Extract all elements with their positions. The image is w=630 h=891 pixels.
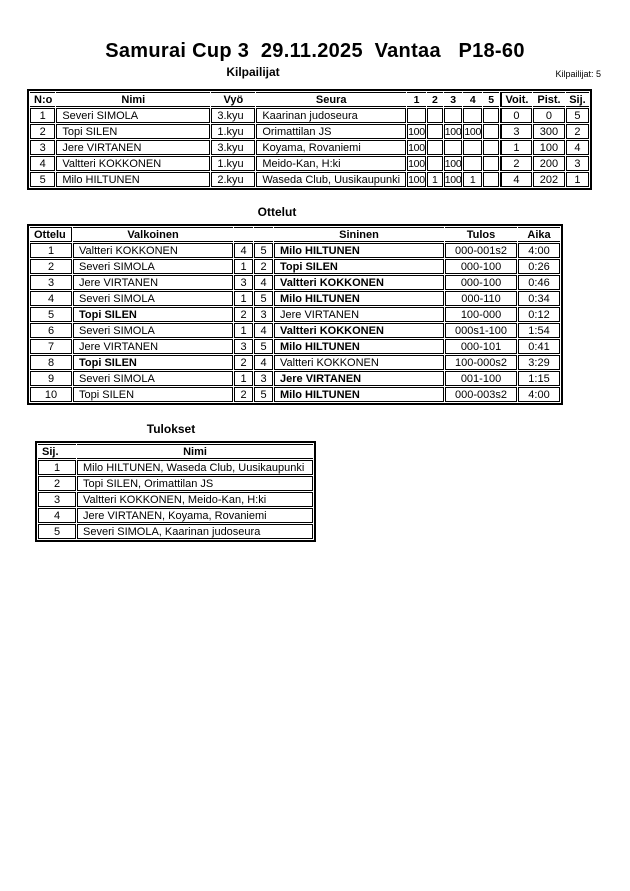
match-point-cell-1: 100 <box>408 125 425 138</box>
score-cell: 000-001s2 <box>445 243 517 258</box>
competitor-club-cell: Kaarinan judoseura <box>256 108 406 123</box>
section-title-kilpailijat: Kilpailijat <box>226 65 280 79</box>
result-row <box>38 524 313 539</box>
white-name-cell: Topi SILEN <box>73 355 233 370</box>
col-header-seura: Seura <box>256 92 406 107</box>
col-header-nimi: Nimi <box>77 444 313 459</box>
competitor-name-cell: Valtteri KOKKONEN <box>56 156 210 171</box>
placement-cell: 4 <box>566 140 589 155</box>
match-point-cell-4: 1 <box>463 172 482 187</box>
col-header-valkoinen: Valkoinen <box>73 227 233 242</box>
blue-competitor-number-cell: 3 <box>254 371 273 386</box>
time-cell: 0:46 <box>518 275 560 290</box>
match-number-cell: 1 <box>30 243 72 258</box>
blue-name-cell: Topi SILEN <box>274 259 444 274</box>
result-row <box>38 492 313 507</box>
competitor-name-cell: Jere VIRTANEN <box>56 140 210 155</box>
match-point-cell-1: 100 <box>408 173 425 186</box>
competitor-count-label: Kilpailijat: 5 <box>555 69 601 79</box>
points-cell: 100 <box>533 140 565 155</box>
white-name-cell: Jere VIRTANEN <box>73 275 233 290</box>
match-row <box>30 307 560 322</box>
blue-competitor-number-cell: 5 <box>254 339 273 354</box>
points-cell: 0 <box>533 108 565 123</box>
match-point-cell-3: 100 <box>444 157 462 170</box>
page-title: Samurai Cup 3 29.11.2025 Vantaa P18-60 <box>105 40 525 62</box>
competitor-row <box>30 108 589 123</box>
score-cell: 000-110 <box>445 291 517 306</box>
match-point-cell-5 <box>483 140 499 155</box>
match-point-cell-2 <box>427 108 443 123</box>
white-competitor-number-cell: 1 <box>234 371 253 386</box>
competitor-number-cell: 4 <box>30 156 55 171</box>
ottelut-table <box>27 224 563 405</box>
match-point-cell-3: 100 <box>444 125 462 138</box>
kilpailijat-table <box>27 89 592 190</box>
white-competitor-number-cell: 3 <box>234 275 253 290</box>
competitor-name-cell: Severi SIMOLA <box>56 108 210 123</box>
match-number-cell: 4 <box>30 291 72 306</box>
white-name-cell: Severi SIMOLA <box>73 291 233 306</box>
score-cell: 000-101 <box>445 339 517 354</box>
points-cell: 200 <box>533 156 565 171</box>
match-point-cell-5 <box>483 124 499 139</box>
match-point-cell-4 <box>463 156 482 171</box>
match-row <box>30 259 560 274</box>
blue-name-cell: Milo HILTUNEN <box>274 387 444 402</box>
result-name-cell: Valtteri KOKKONEN, Meido-Kan, H:ki <box>77 492 313 507</box>
match-point-cell-2 <box>427 140 443 155</box>
col-header-ottelu: Ottelu <box>30 227 72 242</box>
match-row <box>30 323 560 338</box>
match-number-cell: 10 <box>30 387 72 402</box>
score-cell: 001-100 <box>445 371 517 386</box>
blue-competitor-number-cell: 5 <box>254 291 273 306</box>
blue-competitor-number-cell: 3 <box>254 307 273 322</box>
match-number-cell: 6 <box>30 323 72 338</box>
competitor-name-cell: Milo HILTUNEN <box>56 172 210 187</box>
match-row <box>30 339 560 354</box>
blue-competitor-number-cell: 5 <box>254 243 273 258</box>
placement-cell: 5 <box>38 524 76 539</box>
competitor-club-cell: Orimattilan JS <box>256 124 406 139</box>
match-point-cell-4 <box>463 140 482 155</box>
score-cell: 000-100 <box>445 275 517 290</box>
white-name-cell: Severi SIMOLA <box>73 323 233 338</box>
result-name-cell: Topi SILEN, Orimattilan JS <box>77 476 313 491</box>
placement-cell: 2 <box>566 124 589 139</box>
white-competitor-number-cell: 2 <box>234 355 253 370</box>
blue-competitor-number-cell: 2 <box>254 259 273 274</box>
placement-cell: 4 <box>38 508 76 523</box>
section-title-ottelut: Ottelut <box>257 205 297 219</box>
competitor-number-cell: 2 <box>30 124 55 139</box>
col-header-tulos: Tulos <box>445 227 517 242</box>
col-header-nimi: Nimi <box>56 92 210 107</box>
match-point-cell-5 <box>483 108 499 123</box>
match-point-cell-1 <box>407 108 426 123</box>
points-cell: 202 <box>533 172 565 187</box>
placement-cell: 2 <box>38 476 76 491</box>
blue-name-cell: Valtteri KOKKONEN <box>274 275 444 290</box>
col-header-3: 3 <box>444 92 463 107</box>
competitor-number-cell: 5 <box>30 172 55 187</box>
col-header-blank-2 <box>254 227 273 242</box>
white-competitor-number-cell: 3 <box>234 339 253 354</box>
placement-cell: 1 <box>566 172 589 187</box>
white-competitor-number-cell: 1 <box>234 259 253 274</box>
match-number-cell: 5 <box>30 307 72 322</box>
white-competitor-number-cell: 4 <box>234 243 253 258</box>
white-name-cell: Topi SILEN <box>73 387 233 402</box>
time-cell: 1:54 <box>518 323 560 338</box>
competitor-club-cell: Meido-Kan, H:ki <box>256 156 406 171</box>
blue-competitor-number-cell: 5 <box>254 387 273 402</box>
competitor-row <box>30 172 589 187</box>
time-cell: 3:29 <box>518 355 560 370</box>
match-point-cell-1: 100 <box>408 141 425 154</box>
col-header-voit: Voit. <box>500 92 532 107</box>
col-header-5: 5 <box>483 92 499 107</box>
match-number-cell: 8 <box>30 355 72 370</box>
match-point-cell-1: 100 <box>408 157 425 170</box>
col-header-2: 2 <box>427 92 443 107</box>
match-point-cell-3 <box>444 108 463 123</box>
competitor-belt-cell: 2.kyu <box>211 172 255 187</box>
time-cell: 4:00 <box>518 243 560 258</box>
white-competitor-number-cell: 1 <box>234 323 253 338</box>
white-competitor-number-cell: 2 <box>234 307 253 322</box>
blue-name-cell: Valtteri KOKKONEN <box>274 323 444 338</box>
blue-name-cell: Jere VIRTANEN <box>274 307 444 322</box>
competitor-number-cell: 3 <box>30 140 55 155</box>
competitor-club-cell: Koyama, Rovaniemi <box>256 140 406 155</box>
blue-name-cell: Valtteri KOKKONEN <box>274 355 444 370</box>
wins-cell: 1 <box>500 140 532 155</box>
white-name-cell: Severi SIMOLA <box>73 259 233 274</box>
competitor-belt-cell: 3.kyu <box>211 140 255 155</box>
ottelut-header-row <box>30 227 560 242</box>
subtitle-row <box>0 63 630 87</box>
blue-name-cell: Jere VIRTANEN <box>274 371 444 386</box>
white-name-cell: Severi SIMOLA <box>73 371 233 386</box>
match-number-cell: 9 <box>30 371 72 386</box>
match-point-cell-4: 100 <box>464 125 481 138</box>
col-header-sij: Sij. <box>38 444 76 459</box>
blue-name-cell: Milo HILTUNEN <box>274 339 444 354</box>
result-row <box>38 460 313 475</box>
col-header-1: 1 <box>407 92 426 107</box>
col-header-sininen: Sininen <box>274 227 444 242</box>
match-row <box>30 291 560 306</box>
result-row <box>38 508 313 523</box>
competitor-belt-cell: 1.kyu <box>211 156 255 171</box>
match-point-cell-3 <box>444 140 463 155</box>
match-row <box>30 243 560 258</box>
white-name-cell: Valtteri KOKKONEN <box>73 243 233 258</box>
score-cell: 000-100 <box>445 259 517 274</box>
col-header-pist: Pist. <box>533 92 565 107</box>
wins-cell: 0 <box>500 108 532 123</box>
placement-cell: 5 <box>566 108 589 123</box>
score-cell: 100-000 <box>445 307 517 322</box>
col-header-no: N:o <box>30 92 55 107</box>
competitor-club-cell: Waseda Club, Uusikaupunki <box>256 172 406 187</box>
match-point-cell-4 <box>463 108 482 123</box>
col-header-4: 4 <box>463 92 482 107</box>
placement-cell: 1 <box>38 460 76 475</box>
match-point-cell-5 <box>483 156 499 171</box>
section-title-tulokset: Tulokset <box>146 422 196 436</box>
competitor-row <box>30 124 589 139</box>
match-row <box>30 371 560 386</box>
score-cell: 100-000s2 <box>445 355 517 370</box>
blue-competitor-number-cell: 4 <box>254 275 273 290</box>
time-cell: 1:15 <box>518 371 560 386</box>
time-cell: 0:12 <box>518 307 560 322</box>
competitor-belt-cell: 3.kyu <box>211 108 255 123</box>
white-name-cell: Topi SILEN <box>73 307 233 322</box>
time-cell: 0:41 <box>518 339 560 354</box>
kilpailijat-header-row <box>30 92 589 107</box>
time-cell: 0:26 <box>518 259 560 274</box>
match-row <box>30 275 560 290</box>
competitor-belt-cell: 1.kyu <box>211 124 255 139</box>
match-number-cell: 3 <box>30 275 72 290</box>
wins-cell: 2 <box>500 156 532 171</box>
result-row <box>38 476 313 491</box>
col-header-blank-1 <box>234 227 253 242</box>
result-name-cell: Jere VIRTANEN, Koyama, Rovaniemi <box>77 508 313 523</box>
match-point-cell-5 <box>483 172 499 187</box>
white-name-cell: Jere VIRTANEN <box>73 339 233 354</box>
match-row <box>30 387 560 402</box>
time-cell: 4:00 <box>518 387 560 402</box>
result-name-cell: Severi SIMOLA, Kaarinan judoseura <box>77 524 313 539</box>
placement-cell: 3 <box>566 156 589 171</box>
placement-cell: 3 <box>38 492 76 507</box>
col-header-vyo: Vyö <box>211 92 255 107</box>
col-header-sij: Sij. <box>566 92 589 107</box>
match-row <box>30 355 560 370</box>
tulokset-header-row <box>38 444 313 459</box>
blue-competitor-number-cell: 4 <box>254 323 273 338</box>
blue-name-cell: Milo HILTUNEN <box>274 243 444 258</box>
col-header-aika: Aika <box>518 227 560 242</box>
match-point-cell-2: 1 <box>427 172 443 187</box>
competitor-number-cell: 1 <box>30 108 55 123</box>
points-cell: 300 <box>533 124 565 139</box>
score-cell: 000s1-100 <box>445 323 517 338</box>
competitor-name-cell: Topi SILEN <box>56 124 210 139</box>
wins-cell: 3 <box>500 124 532 139</box>
competitor-row <box>30 140 589 155</box>
wins-cell: 4 <box>500 172 532 187</box>
result-name-cell: Milo HILTUNEN, Waseda Club, Uusikaupunki <box>77 460 313 475</box>
score-cell: 000-003s2 <box>445 387 517 402</box>
blue-name-cell: Milo HILTUNEN <box>274 291 444 306</box>
white-competitor-number-cell: 2 <box>234 387 253 402</box>
match-number-cell: 2 <box>30 259 72 274</box>
match-number-cell: 7 <box>30 339 72 354</box>
match-point-cell-3: 100 <box>444 173 462 186</box>
match-point-cell-2 <box>427 156 443 171</box>
competitor-row <box>30 156 589 171</box>
match-point-cell-2 <box>427 124 443 139</box>
tulokset-table <box>35 441 316 542</box>
time-cell: 0:34 <box>518 291 560 306</box>
white-competitor-number-cell: 1 <box>234 291 253 306</box>
blue-competitor-number-cell: 4 <box>254 355 273 370</box>
